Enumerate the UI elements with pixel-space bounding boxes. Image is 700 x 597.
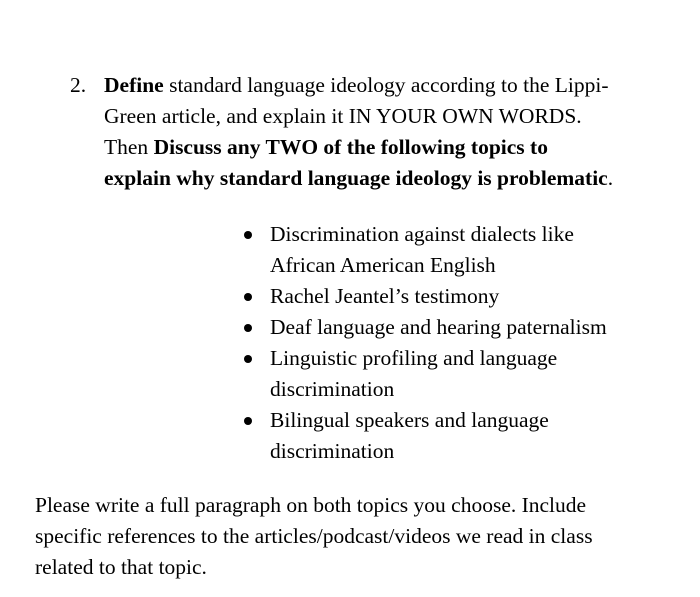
question-text-segment: Then xyxy=(104,135,154,159)
list-item-bilingual-speakers xyxy=(244,405,684,467)
closing-line: specific references to the articles/podcast/videos we read in class xyxy=(35,524,593,548)
bullet-icon xyxy=(244,231,252,239)
question-line xyxy=(104,132,682,163)
list-item-deaf-language xyxy=(244,312,684,343)
question-period: . xyxy=(607,166,614,190)
closing-line: Please write a full paragraph on both topics you choose. Include xyxy=(35,493,587,517)
list-item-text: Rachel Jeantel’s testimony xyxy=(270,284,500,308)
question-number: 2. xyxy=(70,73,87,97)
question-keyword-define: Define xyxy=(104,73,164,97)
question-2 xyxy=(70,70,685,194)
question-line xyxy=(104,101,682,132)
list-item-text: discrimination xyxy=(270,439,395,463)
list-item-linguistic-profiling xyxy=(244,343,684,405)
question-text xyxy=(104,70,682,194)
list-item-text: Bilingual speakers and language xyxy=(270,408,549,432)
bullet-icon xyxy=(244,417,252,425)
closing-instructions xyxy=(35,490,685,583)
bullet-icon xyxy=(244,293,252,301)
bullet-icon xyxy=(244,324,252,332)
list-item-dialect-discrimination xyxy=(244,219,684,281)
closing-line: related to that topic. xyxy=(35,555,207,579)
list-item-text: discrimination xyxy=(270,377,395,401)
question-text-segment: Green article, and explain it IN YOUR OWN WORDS. xyxy=(104,104,582,128)
question-text-segment: standard language ideology according to the Lippi- xyxy=(163,73,609,97)
list-item-text: African American English xyxy=(270,253,496,277)
list-item-rachel-jeantel xyxy=(244,281,684,312)
topic-list xyxy=(244,219,684,467)
question-line xyxy=(104,70,682,101)
question-bold-segment: explain why standard language ideology is problematic xyxy=(104,166,608,190)
list-item-text: Discrimination against dialects like xyxy=(270,222,574,246)
question-line xyxy=(104,163,682,194)
list-item-text: Linguistic profiling and language xyxy=(270,346,558,370)
list-item-text: Deaf language and hearing paternalism xyxy=(270,315,607,339)
question-keyword-discuss: Discuss any TWO of the following topics to xyxy=(153,135,548,159)
bullet-icon xyxy=(244,355,252,363)
